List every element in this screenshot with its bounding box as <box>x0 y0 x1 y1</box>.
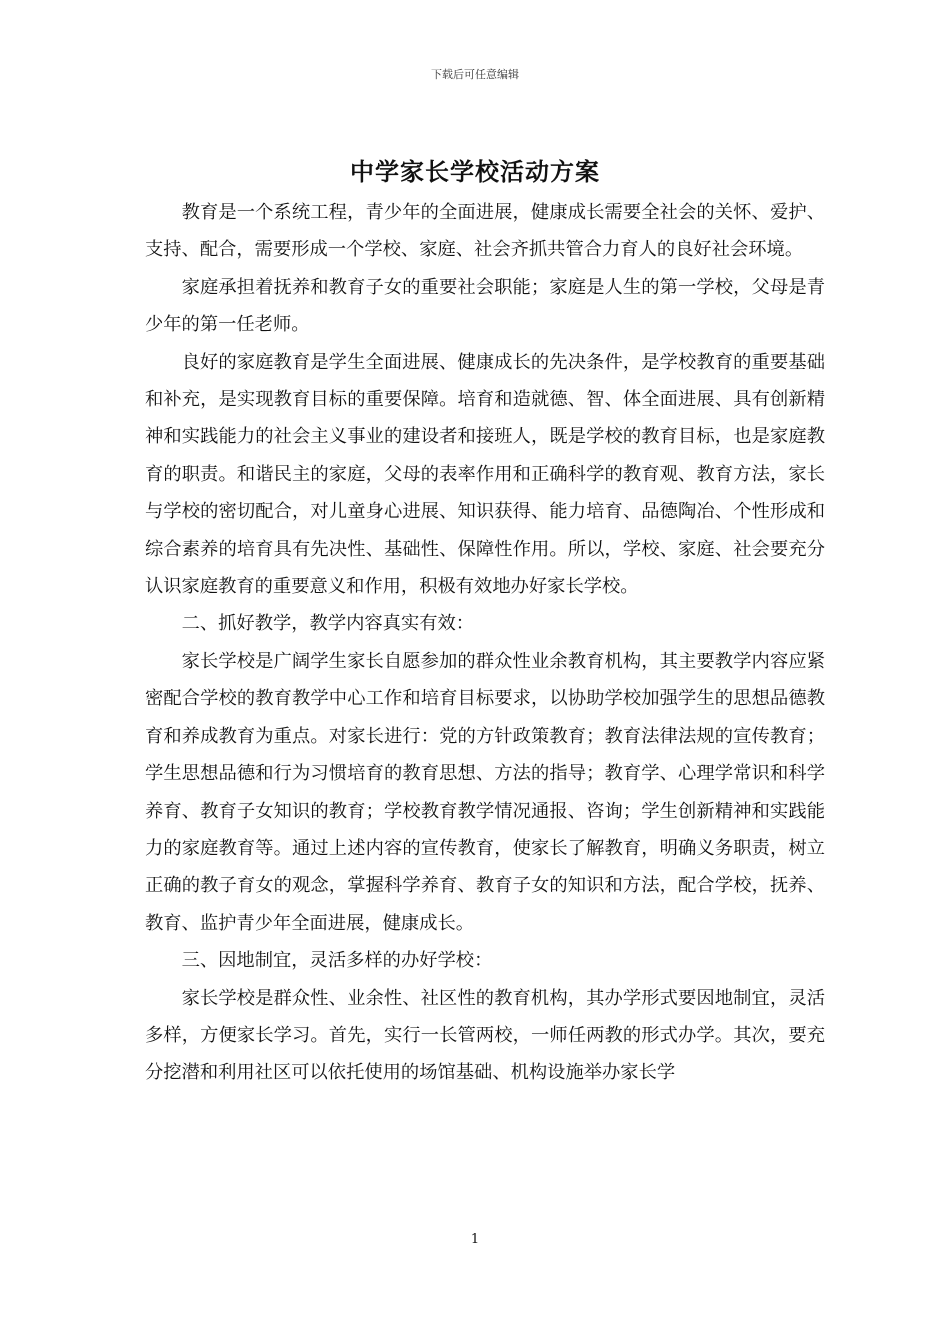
paragraph-family-role: 家庭承担着抚养和教育子女的重要社会职能；家庭是人生的第一学校，父母是青少年的第一任老师。 <box>145 276 825 336</box>
document-title: 中学家长学校活动方案 <box>350 157 600 186</box>
paragraph-school-forms: 家长学校是群众性、业余性、社区性的教育机构，其办学形式要因地制宜，灵活多样，方便家长学习。首先，实行一长管两校，一师任两教的形式办学。其次，要充分挖潜和利用社区可以依托使用的场馆基础、机构设施举办家长学 <box>145 987 825 1084</box>
section-heading-3: 三、因地制宜，灵活多样的办好学校： <box>181 950 493 972</box>
paragraph-teaching-content: 家长学校是广阔学生家长自愿参加的群众性业余教育机构，其主要教学内容应紧密配合学校的教育教学中心工作和培育目标要求，以协助学校加强学生的思想品德教育和养成教育为重点。对家长进行：党的方针政策教育；教育法律法规的宣传教育；学生思想品德和行为习惯培育的教育思想、方法的指导；教育学、心理学常识和科学养育、教育子女知识的教育；学校教育教学情况通报、咨询；学生创新精神和实践能力的家庭教育等。通过上述内容的宣传教育，使家长了解教育，明确义务职责，树立正确的教子育女的观念，掌握科学养育、教育子女的知识和方法，配合学校，抚养、教育、监护青少年全面进展，健康成长。 <box>145 650 825 934</box>
page-number: 1 <box>470 1232 480 1247</box>
paragraph-family-education: 良好的家庭教育是学生全面进展、健康成长的先决条件，是学校教育的重要基础和补充，是实现教育目标的重要保障。培育和造就德、智、体全面进展、具有创新精神和实践能力的社会主义事业的建设者和接班人，既是学校的教育目标，也是家庭教育的职责。和谐民主的家庭，父母的表率作用和正确科学的教育观、教育方法，家长与学校的密切配合，对儿童身心进展、知识获得、能力培育、品德陶冶、个性形成和综合素养的培育具有先决性、基础性、保障性作用。所以，学校、家庭、社会要充分认识家庭教育的重要意义和作用，积极有效地办好家长学校。 <box>145 351 825 598</box>
section-heading-2: 二、抓好教学，教学内容真实有效： <box>181 613 475 635</box>
document-body <box>145 194 825 1092</box>
paragraph-intro: 教育是一个系统工程，青少年的全面进展，健康成长需要全社会的关怀、爱护、支持、配合，需要形成一个学校、家庭、社会齐抓共管合力育人的良好社会环境。 <box>145 202 825 261</box>
header-note: 下载后可任意编辑 <box>431 68 519 81</box>
